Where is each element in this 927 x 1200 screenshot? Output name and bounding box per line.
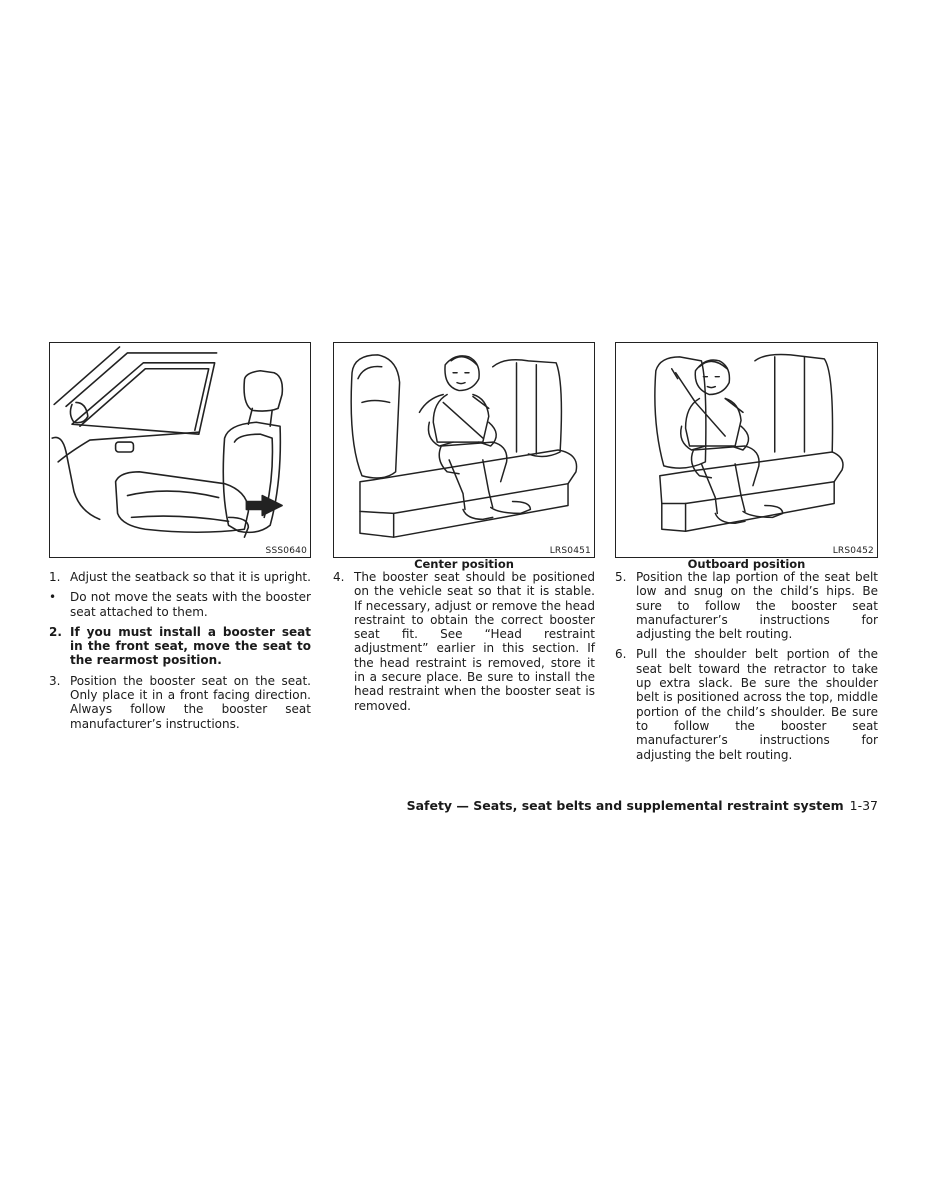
- section-title: Safety — Seats, seat belts and supplemental restraint system: [406, 798, 844, 813]
- figure-code: LRS0452: [832, 546, 874, 556]
- list-text: The booster seat should be positioned on the vehicle seat so that it is stable. If necessary, adjust or remove the head restraint to obtain the correct booster seat fit. See “Head restraint adjustment” earlier in this section. If the head restraint is removed, store it in a secure place. Be sure to install the head restraint when the booster seat is removed.: [354, 570, 595, 713]
- figure-code: SSS0640: [265, 546, 307, 556]
- front-seat-illustration: [50, 343, 310, 557]
- list-marker: 6.: [615, 647, 627, 662]
- page-number: 1-37: [849, 798, 878, 813]
- center-position-illustration: [334, 343, 594, 557]
- bullet-icon: •: [49, 590, 57, 605]
- figure-caption: Center position: [414, 557, 514, 571]
- list-text: Position the booster seat on the seat. Only place it in a front facing direction. Always follow the booster seat manufacturer’s instructions.: [70, 673, 311, 731]
- figure-center-position: [333, 342, 595, 558]
- list-marker: 1.: [49, 570, 61, 584]
- list-marker: 2.: [49, 624, 62, 639]
- list-text: If you must install a booster seat in the front seat, move the seat to the rearmost position.: [70, 624, 311, 668]
- list-item: [615, 570, 878, 641]
- list-marker: 4.: [333, 570, 345, 584]
- list-item: [49, 590, 311, 619]
- figure-outboard-position: [615, 342, 878, 558]
- list-item: [49, 674, 311, 731]
- list-text: Pull the shoulder belt portion of the seat belt toward the retractor to take up extra slack. Be sure the shoulder belt is positioned across the top, middle portion of the child’s shoulder. Be sure to follow the booster seat manufacturer’s instructions for adjusting the belt routing.: [636, 647, 878, 762]
- figure-code: LRS0451: [549, 546, 591, 556]
- list-item: [615, 647, 878, 761]
- figure-caption: Outboard position: [687, 557, 806, 571]
- text-column-1: [49, 570, 311, 737]
- list-text: Do not move the seats with the booster seat attached to them.: [70, 590, 311, 619]
- figure-front-seat: [49, 342, 311, 558]
- page-footer: [407, 798, 878, 813]
- list-marker: 3.: [49, 673, 61, 688]
- list-item: [49, 570, 311, 584]
- list-marker: 5.: [615, 570, 627, 584]
- list-item: [333, 570, 595, 713]
- list-item: [49, 625, 311, 668]
- outboard-position-illustration: [616, 343, 877, 557]
- list-text: Adjust the seatback so that it is upright.: [70, 570, 311, 584]
- text-column-2: [333, 570, 595, 719]
- list-text: Position the lap portion of the seat belt low and snug on the child’s hips. Be sure to follow the booster seat manufacturer’s instructions for adjusting the belt routing.: [636, 570, 878, 642]
- text-column-3: [615, 570, 878, 768]
